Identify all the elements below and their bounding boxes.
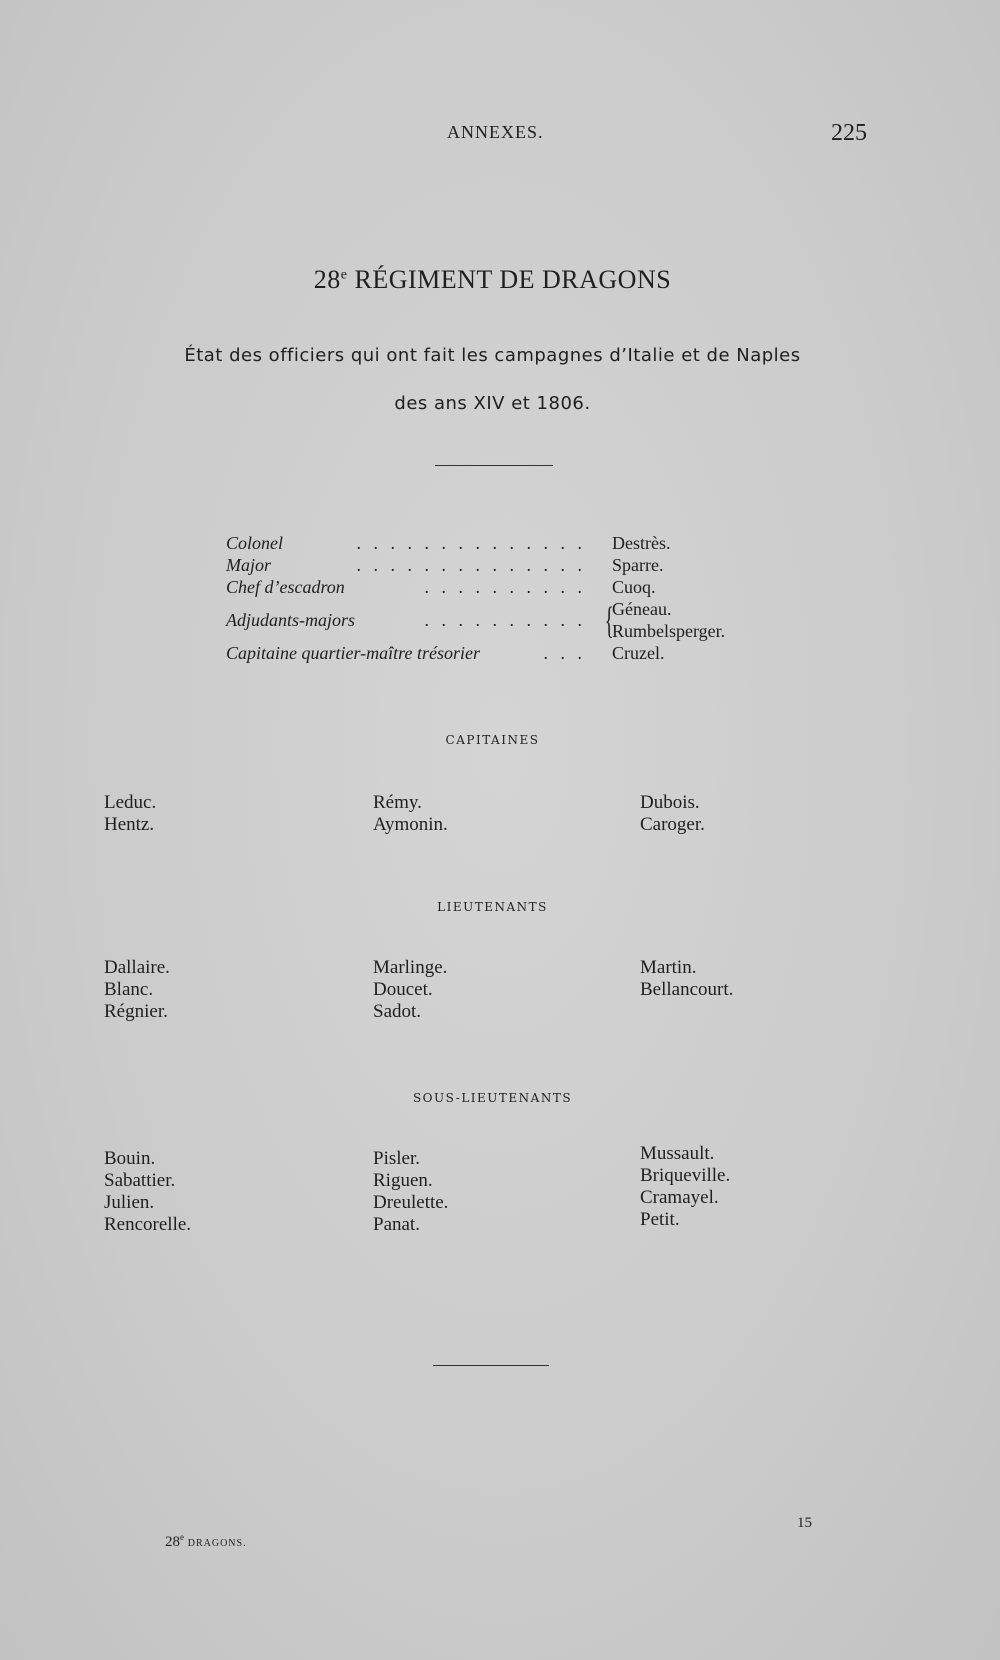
signature-superscript: e — [180, 1532, 184, 1542]
staff-name: Rumbelsperger. — [612, 621, 726, 641]
regiment-number-superscript: e — [340, 267, 348, 283]
name-column — [104, 792, 156, 836]
officer-name: Martin. — [640, 957, 697, 978]
officer-name: Panat. — [373, 1214, 420, 1235]
name-column — [104, 957, 170, 1023]
running-head — [0, 120, 1000, 150]
brace-icon: { — [604, 600, 614, 642]
signature-text: DRAGONS. — [187, 1538, 247, 1549]
name-column — [640, 792, 705, 836]
name-column — [640, 957, 733, 1001]
staff-name: Cuoq. — [612, 577, 656, 597]
staff-role: Capitaine quartier-maître trésorier — [226, 643, 480, 663]
name-column — [373, 957, 447, 1023]
staff-row-major — [226, 555, 786, 577]
leader-dots: . . . . . . . . . . — [424, 577, 586, 597]
officer-name: Julien. — [104, 1192, 155, 1213]
staff-name: Destrès. — [612, 533, 671, 553]
staff-role: Major — [226, 555, 271, 575]
staff-row-quartier-maitre — [226, 643, 786, 665]
staff-name: Cruzel. — [612, 643, 665, 663]
officer-name: Rencorelle. — [104, 1214, 192, 1235]
officer-name: Marlinge. — [373, 957, 448, 978]
officer-name: Blanc. — [104, 979, 154, 1000]
running-title: ANNEXES. — [447, 122, 544, 142]
staff-name: Sparre. — [612, 555, 664, 575]
staff-row-colonel — [226, 533, 786, 555]
regiment-name: RÉGIMENT DE DRAGONS — [354, 265, 672, 294]
officer-name: Rémy. — [373, 792, 422, 813]
subtitle-line-2: des ans XIV et 1806. — [394, 393, 591, 414]
staff-row-chef-escadron — [226, 577, 786, 599]
subtitle-line-1: État des officiers qui ont fait les campagnes d’Italie et de Naples — [184, 345, 801, 366]
officer-name: Sadot. — [373, 1001, 422, 1022]
regiment-number: 28 — [313, 265, 341, 294]
officer-name: Petit. — [640, 1209, 680, 1230]
officer-name: Dubois. — [640, 792, 700, 813]
name-column — [640, 1143, 730, 1231]
officer-name: Cramayel. — [640, 1187, 719, 1208]
leader-dots: . . . . . . . . . . . . . . — [356, 533, 586, 553]
signature-mark — [165, 1532, 247, 1551]
name-column — [373, 792, 448, 836]
staff-name: Géneau. — [612, 599, 672, 619]
officer-name: Briqueville. — [640, 1165, 731, 1186]
top-rule — [435, 465, 553, 466]
officer-name: Dallaire. — [104, 957, 170, 978]
officer-name: Pisler. — [373, 1148, 420, 1169]
officer-name: Riguen. — [373, 1170, 433, 1191]
officer-name: Dreulette. — [373, 1192, 449, 1213]
officer-name: Sabattier. — [104, 1170, 176, 1191]
name-column — [373, 1148, 448, 1236]
staff-row-adjudants-majors — [226, 599, 786, 643]
officer-name: Bellancourt. — [640, 979, 734, 1000]
section-heading-sous-lieutenants: SOUS-LIEUTENANTS — [412, 1091, 573, 1105]
leader-dots: . . . . . . . . . . . . . . — [356, 555, 586, 575]
staff-role: Chef d’escadron — [226, 577, 345, 597]
regiment-title — [0, 265, 985, 295]
officer-name: Doucet. — [373, 979, 433, 1000]
sheet-number: 15 — [797, 1515, 812, 1531]
officer-name: Mussault. — [640, 1143, 715, 1164]
signature-number: 28 — [165, 1534, 180, 1550]
officer-name: Caroger. — [640, 814, 705, 835]
staff-role: Colonel — [226, 533, 283, 553]
officer-name: Leduc. — [104, 792, 157, 813]
leader-dots: . . . . . . . . . . — [424, 610, 586, 630]
officer-name: Bouin. — [104, 1148, 156, 1169]
section-heading-lieutenants: LIEUTENANTS — [437, 900, 548, 914]
officer-name: Aymonin. — [373, 814, 448, 835]
page-number: 225 — [831, 120, 867, 146]
bottom-rule — [433, 1365, 549, 1366]
leader-dots: . . . — [543, 643, 586, 663]
officer-name: Régnier. — [104, 1001, 168, 1022]
staff-list — [226, 533, 786, 665]
officer-name: Hentz. — [104, 814, 155, 835]
staff-role: Adjudants-majors — [226, 610, 356, 630]
name-column — [104, 1148, 191, 1236]
section-heading-capitaines: CAPITAINES — [445, 733, 540, 747]
